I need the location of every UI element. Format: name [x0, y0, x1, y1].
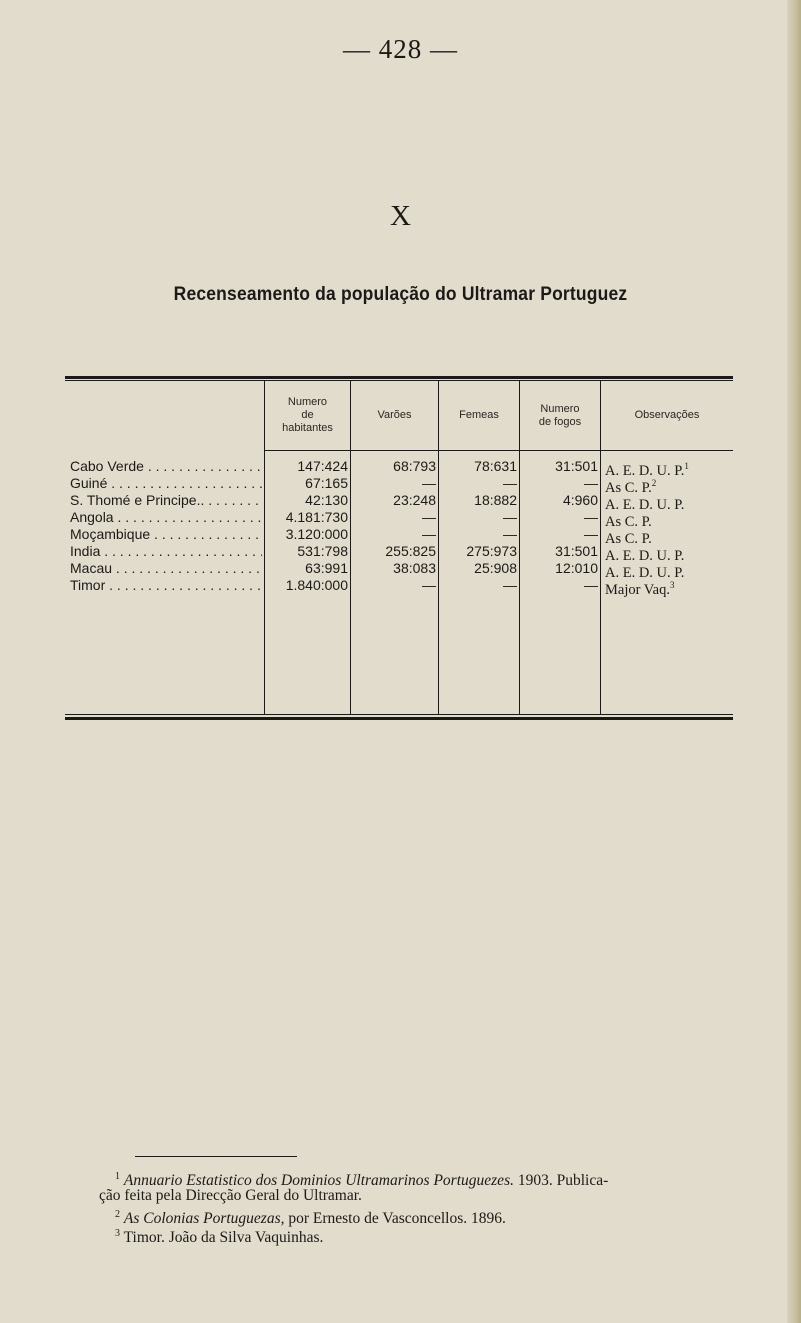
- cell-varoes: 38:083: [393, 560, 436, 576]
- cell-fogos: 12:010: [555, 560, 598, 576]
- colony-name: S. Thomé e Principe.. . . .: [70, 492, 262, 509]
- cell-varoes: —: [422, 475, 436, 491]
- cell-varoes: 23:248: [393, 492, 436, 508]
- cell-habitantes: 3.120:000: [285, 526, 348, 542]
- table-row: [0, 458, 801, 479]
- page-edge: [787, 0, 801, 1323]
- footnote: [115, 1224, 755, 1247]
- cell-varoes: 255:825: [385, 543, 436, 559]
- chapter-number: X: [390, 200, 411, 232]
- cell-observacoes: As C. P.: [605, 530, 652, 547]
- cell-varoes: —: [422, 526, 436, 542]
- colony-name: Macau . . .: [70, 560, 262, 577]
- cell-habitantes: 1.840:000: [285, 577, 348, 593]
- cell-varoes: —: [422, 509, 436, 525]
- header-femeas: Femeas: [459, 409, 499, 421]
- cell-observacoes: A. E. D. U. P.: [605, 496, 685, 513]
- cell-habitantes: 63:991: [305, 560, 348, 576]
- cell-observacoes: A. E. D. U. P.: [605, 564, 685, 581]
- cell-femeas: 25:908: [474, 560, 517, 576]
- colony-name: Timor . . .: [70, 577, 262, 594]
- table-bottom-rule: [65, 717, 733, 720]
- cell-habitantes: 4.181:730: [285, 509, 348, 525]
- page-title: Recenseamento da população do Ultramar Portuguez: [173, 284, 628, 305]
- cell-fogos: —: [584, 526, 598, 542]
- cell-habitantes: 147:424: [297, 458, 348, 474]
- cell-femeas: —: [503, 475, 517, 491]
- cell-femeas: 78:631: [474, 458, 517, 474]
- header-varoes: Varões: [377, 409, 412, 421]
- cell-fogos: —: [584, 577, 598, 593]
- colony-name: Moçambique . . .: [70, 526, 262, 543]
- footnote-text: Timor. João da Silva Vaquinhas.: [123, 1229, 324, 1247]
- cell-varoes: —: [422, 577, 436, 593]
- footnote-ref: 3: [669, 580, 675, 590]
- footnote-text: por Ernesto de Vasconcellos. 1896.: [284, 1210, 506, 1228]
- table-bottom-rule-thin: [65, 714, 733, 715]
- cell-femeas: —: [503, 526, 517, 542]
- footnote-mark: 2: [115, 1209, 120, 1220]
- header-fogos: Numero de fogos: [538, 402, 582, 428]
- table-row: [0, 492, 801, 513]
- cell-habitantes: 42:130: [305, 492, 348, 508]
- cell-observacoes: A. E. D. U. P.$^1$: [605, 461, 689, 479]
- cell-observacoes: As C. P.$^2$: [605, 478, 657, 496]
- footnote-mark: 3: [115, 1228, 120, 1239]
- table-top-rule: [65, 376, 733, 379]
- footnote-separator: [135, 1156, 297, 1157]
- footnote-text: 1903. Publica-: [513, 1172, 609, 1190]
- colony-name: Cabo Verde . . .: [70, 458, 262, 475]
- header-rule: [265, 450, 733, 451]
- cell-observacoes: As C. P.: [605, 513, 652, 530]
- footnote-ref: 2: [651, 478, 657, 488]
- footnote-continuation: [99, 1186, 739, 1205]
- table-row: [0, 475, 801, 496]
- table-row: [0, 509, 801, 530]
- cell-femeas: —: [503, 509, 517, 525]
- header-observacoes: Observações: [634, 409, 700, 421]
- header-habitantes: Numero de habitantes: [282, 396, 333, 434]
- cell-observacoes: A. E. D. U. P.: [605, 547, 685, 564]
- cell-femeas: 275:973: [466, 543, 517, 559]
- cell-habitantes: 531:798: [297, 543, 348, 559]
- footnote-ref: 1: [684, 461, 689, 471]
- colony-name: Angola . . .: [70, 509, 262, 526]
- footnote-source-title: As Colonias Portuguezas,: [123, 1210, 285, 1228]
- cell-fogos: 31:501: [555, 543, 598, 559]
- cell-femeas: —: [503, 577, 517, 593]
- cell-fogos: —: [584, 509, 598, 525]
- cell-varoes: 68:793: [393, 458, 436, 474]
- cell-observacoes: Major Vaq.$^3$: [605, 580, 675, 598]
- cell-femeas: 18:882: [474, 492, 517, 508]
- footnote-text: ção feita pela Direcção Geral do Ultramar.: [99, 1187, 362, 1204]
- cell-habitantes: 67:165: [305, 475, 348, 491]
- colony-name: India . . .: [70, 543, 262, 560]
- footnote-mark: 1: [115, 1171, 120, 1182]
- table-row: [0, 577, 801, 598]
- colony-name: Guiné . . .: [70, 475, 262, 492]
- page-number: — 428 —: [343, 34, 458, 64]
- table-row: [0, 526, 801, 547]
- cell-fogos: 31:501: [555, 458, 598, 474]
- cell-fogos: —: [584, 475, 598, 491]
- footnote-source-title: Annuario Estatistico dos Dominios Ultramarinos Portuguezes.: [123, 1172, 514, 1190]
- table-row: [0, 560, 801, 581]
- cell-fogos: 4:960: [562, 492, 598, 508]
- table-row: [0, 543, 801, 564]
